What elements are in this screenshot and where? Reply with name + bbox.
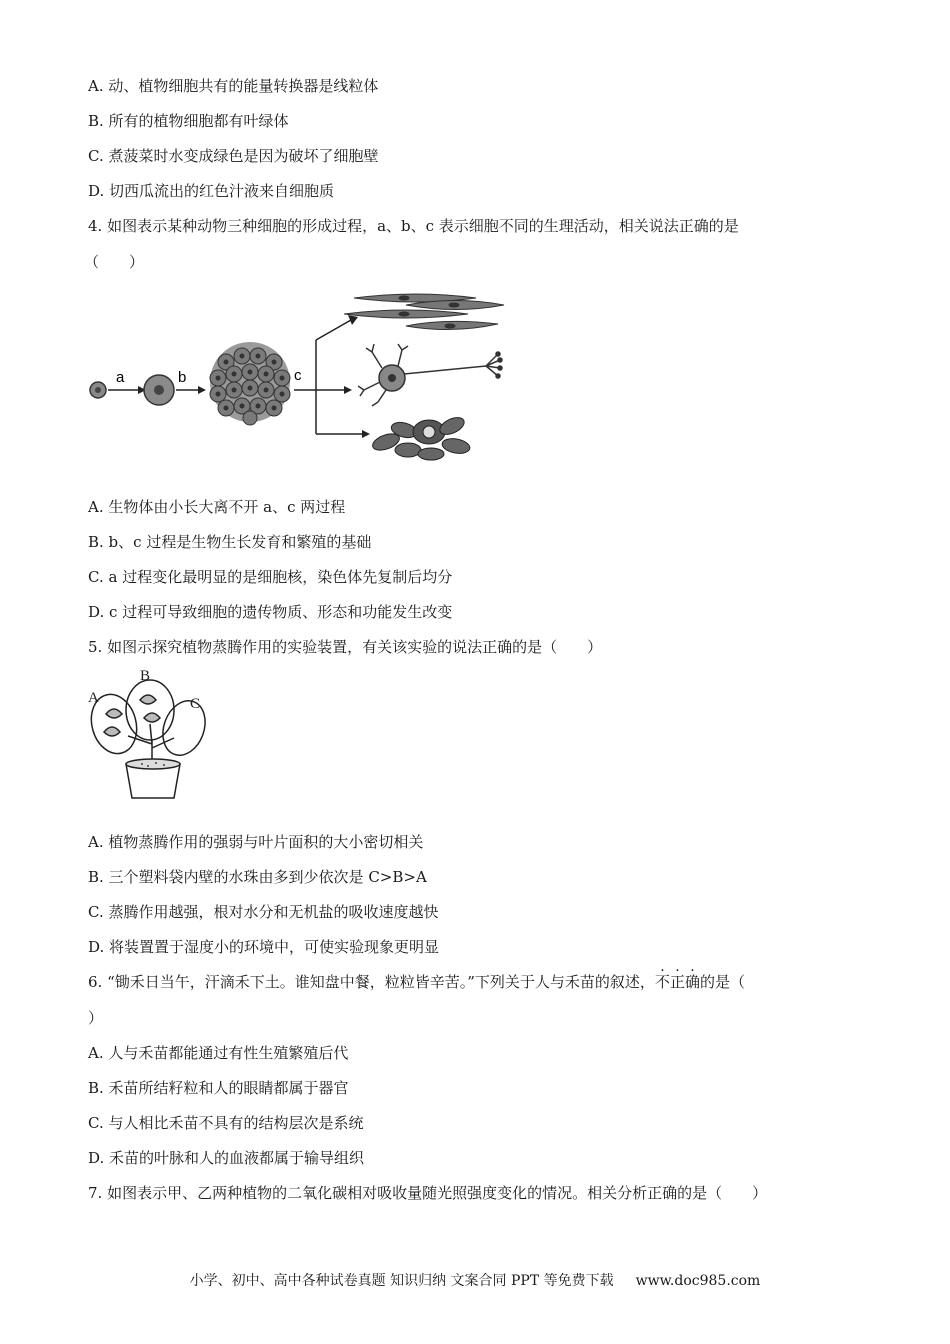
label-C: C	[190, 696, 201, 712]
q4-option-c: C. a 过程变化最明显的是细胞核，染色体先复制后均分	[88, 568, 453, 586]
q6-stem-line2: ）	[88, 1009, 104, 1027]
q6-option-b: B. 禾苗所结籽粒和人的眼睛都属于器官	[88, 1079, 349, 1097]
cell-differentiation-figure	[86, 290, 516, 470]
q5-option-a: A. 植物蒸腾作用的强弱与叶片面积的大小密切相关	[88, 833, 424, 851]
bag-c	[156, 695, 213, 761]
q5-option-c: C. 蒸腾作用越强，根对水分和无机盐的吸收速度越快	[88, 903, 439, 921]
label-B: B	[140, 668, 151, 684]
page-footer	[0, 1270, 950, 1290]
q6-option-d: D. 禾苗的叶脉和人的血液都属于输导组织	[88, 1149, 365, 1167]
q4-option-a: A. 生物体由小长大离不开 a、c 两过程	[88, 498, 346, 516]
transpiration-experiment-figure	[84, 664, 214, 802]
q6-option-c: C. 与人相比禾苗不具有的结构层次是系统	[88, 1114, 364, 1132]
q4-option-d: D. c 过程可导致细胞的遗传物质、形态和功能发生改变	[88, 603, 453, 621]
q6-emphasis-char: 不	[654, 973, 670, 991]
q6-stem-part2: 的是（	[699, 973, 745, 991]
label-A: A	[88, 690, 99, 706]
muscle-cells	[344, 294, 504, 330]
q6-emphasis-char: 正	[669, 973, 685, 991]
q3-option-c: C. 煮菠菜时水变成绿色是因为破坏了细胞壁	[88, 147, 379, 165]
cell-cluster	[210, 342, 290, 425]
q6-emphasis-char: 确	[684, 973, 700, 991]
footer-url[interactable]: www.doc985.com	[635, 1273, 761, 1289]
q4-answer-paren: （ ）	[84, 253, 145, 271]
footer-text: 小学、初中、高中各种试卷真题 知识归纳 文案合同 PPT 等免费下载	[189, 1273, 614, 1289]
neuron-cell	[358, 344, 502, 406]
label-c: c	[294, 367, 302, 384]
label-b: b	[178, 369, 187, 386]
q3-option-d: D. 切西瓜流出的红色汁液来自细胞质	[88, 182, 335, 200]
q6-stem-part1: 6. “锄禾日当午，汗滴禾下土。谁知盘中餐，粒粒皆辛苦。”下列关于人与禾苗的叙述，	[88, 973, 655, 991]
q4-stem: 4. 如图表示某种动物三种细胞的形成过程，a、b、c 表示细胞不同的生理活动，相关说法正确的是	[88, 217, 739, 235]
q5-stem: 5. 如图示探究植物蒸腾作用的实验装置，有关该实验的说法正确的是（ ）	[88, 638, 603, 656]
q7-stem: 7. 如图表示甲、乙两种植物的二氧化碳相对吸收量随光照强度变化的情况。相关分析正确的是（ ）	[88, 1184, 768, 1202]
q6-option-a: A. 人与禾苗都能通过有性生殖繁殖后代	[88, 1044, 349, 1062]
q5-option-d: D. 将装置置于湿度小的环境中，可使实验现象更明显	[88, 938, 440, 956]
blood-cells	[370, 414, 471, 460]
q5-option-b: B. 三个塑料袋内壁的水珠由多到少依次是 C>B>A	[88, 868, 427, 886]
q3-option-a: A. 动、植物细胞共有的能量转换器是线粒体	[88, 77, 379, 95]
q6-stem	[88, 972, 745, 992]
q4-option-b: B. b、c 过程是生物生长发育和繁殖的基础	[88, 533, 372, 551]
q3-option-b: B. 所有的植物细胞都有叶绿体	[88, 112, 289, 130]
label-a: a	[116, 369, 125, 386]
